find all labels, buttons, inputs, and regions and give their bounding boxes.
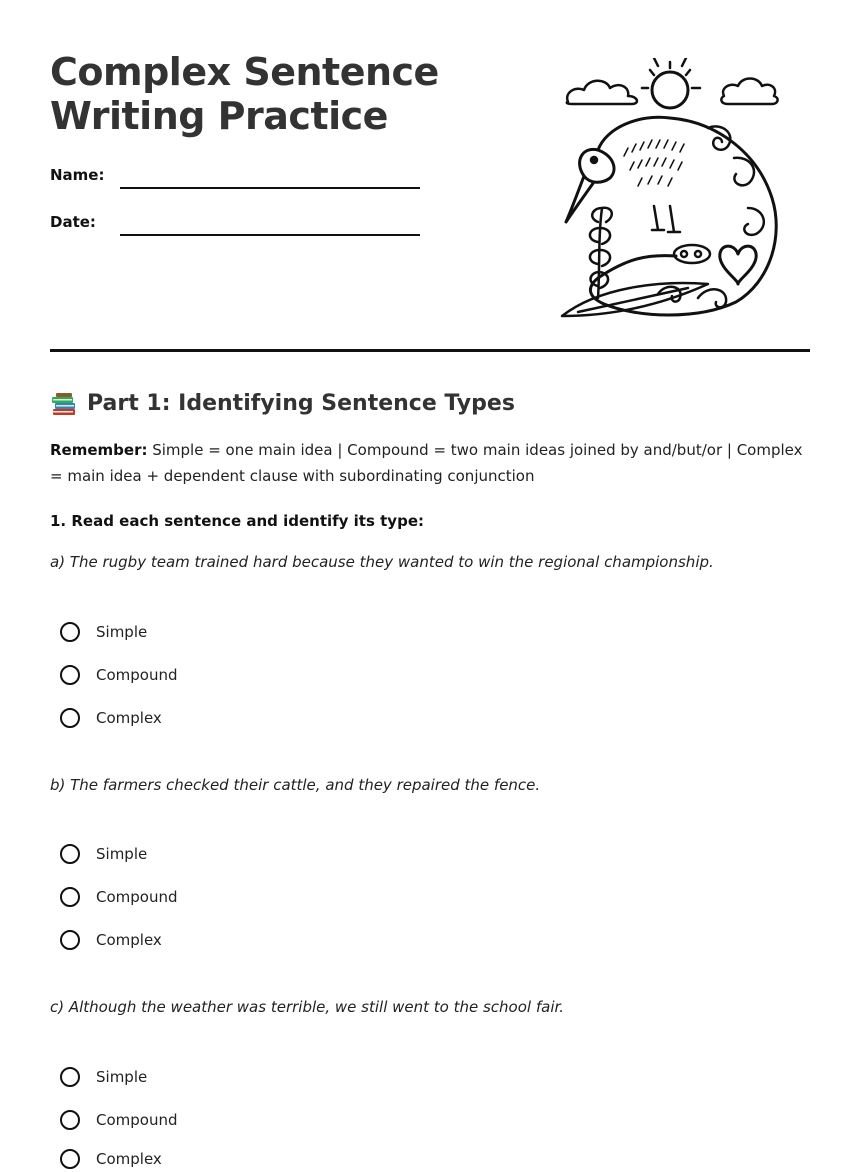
option-c-complex[interactable]	[60, 1146, 162, 1172]
remember-note	[50, 437, 815, 489]
radio-button[interactable]	[60, 1110, 80, 1130]
option-c-compound[interactable]	[60, 1107, 178, 1133]
koru-swirl-2	[734, 158, 754, 186]
option-b-compound[interactable]	[60, 884, 178, 910]
option-c-simple[interactable]	[60, 1064, 147, 1090]
page-title	[50, 50, 439, 138]
pattern-oval-1	[674, 245, 710, 263]
option-b-complex[interactable]	[60, 927, 162, 953]
remember-label: Remember:	[50, 441, 148, 459]
radio-button[interactable]	[60, 1067, 80, 1087]
title-line-2: Writing Practice	[50, 94, 388, 138]
option-label: Simple	[96, 845, 148, 863]
radio-button[interactable]	[60, 1149, 80, 1169]
option-label: Compound	[96, 666, 178, 684]
section-divider	[50, 349, 810, 352]
feather-strokes	[624, 140, 684, 186]
option-b-simple[interactable]	[60, 841, 147, 867]
radio-button[interactable]	[60, 844, 80, 864]
option-label: Simple	[96, 623, 148, 641]
sentence-c: c) Although the weather was terrible, we still went to the school fair.	[50, 998, 565, 1016]
koru-swirl-4	[698, 289, 726, 307]
radio-button[interactable]	[60, 930, 80, 950]
radio-button[interactable]	[60, 708, 80, 728]
heart-motif	[720, 246, 756, 284]
title-line-1: Complex Sentence	[50, 50, 439, 94]
kiwi-beak	[566, 176, 594, 222]
name-field[interactable]	[120, 187, 420, 189]
kiwi-eye	[591, 157, 597, 163]
date-label: Date:	[50, 213, 96, 231]
part1-heading	[50, 388, 515, 420]
cloud-left	[567, 81, 637, 104]
option-label: Compound	[96, 1111, 178, 1129]
option-label: Compound	[96, 888, 178, 906]
date-field[interactable]	[120, 234, 420, 236]
option-a-compound[interactable]	[60, 662, 178, 688]
radio-button[interactable]	[60, 665, 80, 685]
cloud-right	[721, 79, 777, 105]
sentence-a: a) The rugby team trained hard because they wanted to win the regional championship.	[50, 553, 714, 571]
part1-heading-text: Part 1: Identifying Sentence Types	[87, 391, 515, 416]
books-icon	[50, 390, 78, 418]
option-label: Simple	[96, 1068, 148, 1086]
option-label: Complex	[96, 709, 162, 727]
option-a-simple[interactable]	[60, 619, 147, 645]
sentence-b: b) The farmers checked their cattle, and they repaired the fence.	[50, 776, 541, 794]
sun	[652, 72, 688, 108]
kiwi-illustration	[558, 58, 798, 323]
option-label: Complex	[96, 1150, 162, 1168]
option-label: Complex	[96, 931, 162, 949]
question-1: 1. Read each sentence and identify its type:	[50, 512, 424, 530]
name-label: Name:	[50, 166, 105, 184]
option-a-complex[interactable]	[60, 705, 162, 731]
kiwi-legs	[652, 206, 680, 232]
radio-button[interactable]	[60, 622, 80, 642]
koru-swirl-3	[744, 208, 764, 235]
radio-button[interactable]	[60, 887, 80, 907]
remember-text: Simple = one main idea | Compound = two main ideas joined by and/but/or | Complex = main idea + dependent clause with subordinating conjunction	[50, 441, 803, 485]
